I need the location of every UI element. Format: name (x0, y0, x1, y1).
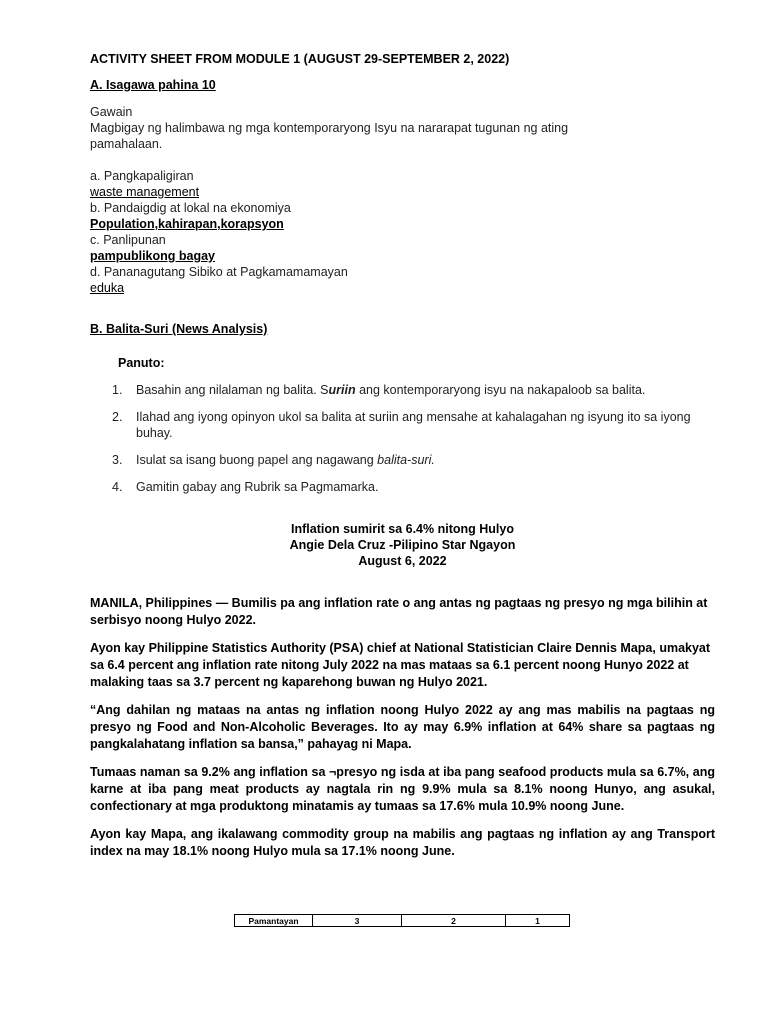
article-paragraph: Ayon kay Mapa, ang ikalawang commodity group na mabilis ang pagtaas ng inflation ay ang Transport index na may 18.1% noong Hulyo mula sa 17.1% noong June. (90, 827, 715, 858)
step-number: 4. (112, 480, 123, 494)
list-item (90, 479, 715, 495)
list-item (90, 452, 715, 468)
news-header (90, 521, 715, 569)
news-date: August 6, 2022 (358, 554, 447, 568)
article-paragraph: MANILA, Philippines — Bumilis pa ang inflation rate o ang antas ng pagtaas ng presyo ng mga bilihin at serbisyo noong Hulyo 2022. (90, 596, 708, 627)
instruction-list (90, 382, 715, 495)
step-number: 2. (112, 410, 123, 424)
news-headline: Inflation sumirit sa 6.4% nitong Hulyo (291, 522, 514, 536)
rubric-header-score: 2 (402, 915, 506, 927)
category-a: a. Pangkapaligiran (90, 169, 194, 183)
activity-sheet (90, 52, 715, 871)
step-text: Basahin ang nilalaman ng balita. Suriin ang kontemporaryong isyu na nakapaloob sa balita. (136, 383, 646, 397)
table-row (235, 915, 570, 927)
answer-b: Population,kahirapan,korapsyon (90, 217, 284, 231)
news-byline: Angie Dela Cruz -Pilipino Star Ngayon (289, 538, 516, 552)
section-a-heading: A. Isagawa pahina 10 (90, 78, 216, 92)
rubric-header-score: 3 (313, 915, 402, 927)
article-paragraph: Ayon kay Philippine Statistics Authority (PSA) chief at National Statistician Claire Dennis Mapa, umakyat sa 6.4 percent ang inflation rate nitong July 2022 na mas mataas sa 6.1 percent noong Hunyo 2022 at malaking taas sa 3.7 percent ng kaparehong buwan ng Hulyo 2021. (90, 641, 711, 689)
page-title: ACTIVITY SHEET FROM MODULE 1 (AUGUST 29-SEPTEMBER 2, 2022) (90, 52, 510, 66)
step-text: Isulat sa isang buong papel ang nagawang balita-suri. (136, 453, 435, 467)
panuto-label: Panuto: (118, 356, 165, 370)
category-c: c. Panlipunan (90, 233, 166, 247)
gawain-label: Gawain (90, 105, 133, 119)
answer-c: pampublikong bagay (90, 249, 216, 263)
step-number: 3. (112, 453, 123, 467)
category-d: d. Pananagutang Sibiko at Pagkamamamayan (90, 265, 348, 279)
step-text: Gamitin gabay ang Rubrik sa Pagmamarka. (136, 480, 379, 494)
answer-a: waste management (90, 185, 200, 199)
rubric-table (234, 914, 570, 927)
article-paragraph: “Ang dahilan ng mataas na antas ng inflation noong Hulyo 2022 ay ang mas mabilis na pagtaas ng presyo ng Food and Non-Alcoholic Beverages. Ito ay may 6.9% inflation at 64% share sa pagtaas ng pangkalahatang inflation sa bansa,” pahayag ni Mapa. (90, 703, 715, 751)
section-b-heading: B. Balita-Suri (News Analysis) (90, 322, 268, 336)
step-text: Ilahad ang iyong opinyon ukol sa balita at suriin ang mensahe at kahalagahan ng isyung ito sa iyong buhay. (136, 410, 691, 440)
category-b: b. Pandaigdig at lokal na ekonomiya (90, 201, 291, 215)
list-item (90, 409, 715, 441)
rubric-header-criteria: Pamantayan (235, 915, 313, 927)
gawain-instruction: Magbigay ng halimbawa ng mga kontemporaryong Isyu na nararapat tugunan ng ating pamahalaan. (90, 121, 569, 151)
rubric-header-score: 1 (506, 915, 570, 927)
answer-d: eduka (90, 281, 125, 295)
step-number: 1. (112, 383, 123, 397)
news-article (90, 595, 715, 860)
article-paragraph: Tumaas naman sa 9.2% ang inflation sa ¬presyo ng isda at iba pang seafood products mula sa 6.7%, ang karne at iba pang meat products ay nagtala rin ng 9.9% mula sa 8.1% noong Hunyo, ang asukal, confectionary at mga produktong minatamis ay tumaas sa 17.6% mula 10.9% noong June. (90, 765, 715, 813)
list-item (90, 382, 715, 398)
